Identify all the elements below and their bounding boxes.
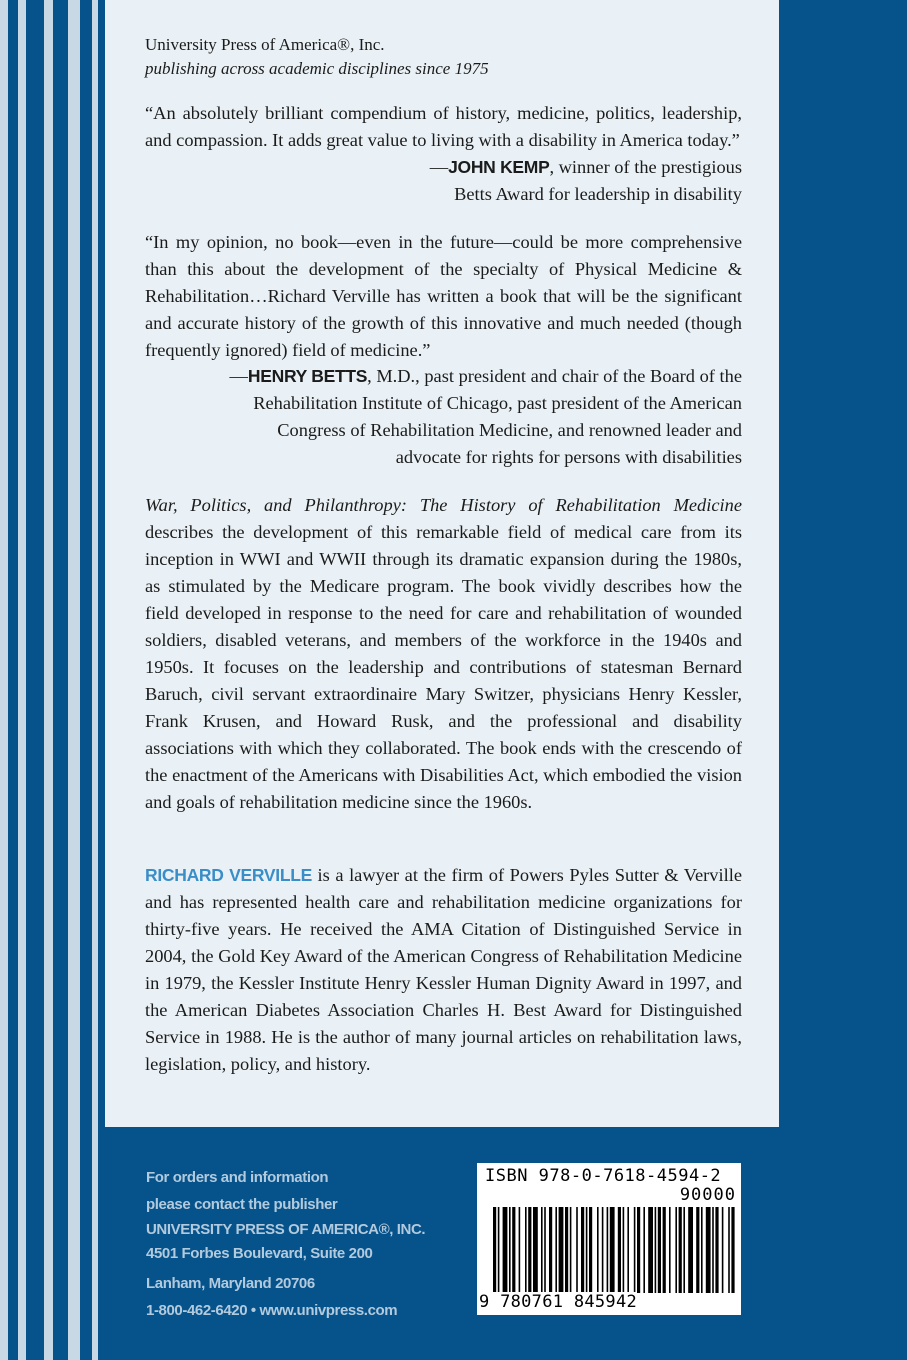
barcode-bar bbox=[602, 1207, 604, 1293]
left-stripe-2 bbox=[18, 0, 26, 1360]
book-description-text: describes the development of this remarkable field of medical care from its inception in WWI and WWII through its dramatic expansion during the 1980s, as stimulated by the Medicare program. The book vividly describes how the field developed in response to the need for care and rehabilitation of wounded soldiers, disabled veterans, and members of the workforce in the 1940s and 1950s. It focuses on the leadership and contributions of statesman Bernard Baruch, civil servant extraordinaire Mary Switzer, physicians Henry Kessler, Frank Krusen, and Howard Rusk, and the professional and disability associations with which they collaborated. The book ends with the crescendo of the enactment of the Americans with Disabilities Act, which embodied the vision and goals of rehabilitation medicine since the 1960s. bbox=[145, 522, 742, 812]
barcode-bar bbox=[658, 1207, 661, 1293]
barcode-bar bbox=[528, 1207, 531, 1293]
barcode-bar bbox=[586, 1207, 588, 1293]
quote-kemp-name: JOHN KEMP bbox=[448, 157, 550, 177]
barcode-bar bbox=[493, 1207, 496, 1293]
barcode-bar bbox=[597, 1207, 599, 1293]
barcode-bar bbox=[610, 1207, 615, 1293]
isbn-barcode bbox=[477, 1163, 741, 1315]
barcode-bar bbox=[581, 1207, 584, 1293]
barcode-bar bbox=[731, 1207, 734, 1293]
left-stripe-3 bbox=[44, 0, 53, 1360]
barcode-bar bbox=[555, 1207, 557, 1293]
contact-line-1: For orders and information bbox=[146, 1169, 329, 1186]
publisher-header bbox=[145, 33, 489, 81]
left-stripe-1 bbox=[0, 0, 8, 1360]
contact-publisher-name: UNIVERSITY PRESS OF AMERICA®, INC. bbox=[146, 1221, 426, 1238]
quote-betts-name: HENRY BETTS bbox=[247, 366, 368, 386]
book-title: War, Politics, and Philanthropy: The History of Rehabilitation Medicine bbox=[145, 495, 742, 515]
barcode-bar bbox=[576, 1207, 578, 1293]
barcode-bar bbox=[712, 1207, 714, 1293]
author-bio-text: is a lawyer at the firm of Powers Pyles Sutter & Verville and has represented health care and rehabilitation medicine organizations for thirty-five years. He received the AMA Citation of Distinguished Service in 2004, the Gold Key Award of the American Congress of Rehabilitation Medicine in 1979, the Kessler Institute Henry Kessler Human Dignity Award in 1997, and the American Diabetes Association Charles H. Best Award for Distinguished Service in 1988. He is the author of many journal articles on rehabilitation laws, legislation, policy, and history. bbox=[145, 865, 742, 1074]
contact-line-2: please contact the publisher bbox=[146, 1196, 338, 1213]
publisher-name: University Press of America®, Inc. bbox=[145, 35, 385, 54]
barcode-bar bbox=[648, 1207, 653, 1293]
price-code: 90000 bbox=[679, 1185, 736, 1205]
barcode-bar bbox=[715, 1207, 718, 1293]
barcode-bar bbox=[533, 1207, 538, 1293]
left-stripe-5 bbox=[92, 0, 98, 1360]
barcode-bar bbox=[701, 1207, 703, 1293]
barcode-bar bbox=[683, 1207, 685, 1293]
barcode-bar bbox=[627, 1207, 629, 1293]
barcode-bar bbox=[634, 1207, 636, 1293]
barcode-bar bbox=[688, 1207, 693, 1293]
barcode-bar bbox=[675, 1207, 677, 1293]
barcode-bar bbox=[541, 1207, 543, 1293]
barcode-bar bbox=[663, 1207, 666, 1293]
publisher-tagline: publishing across academic disciplines since 1975 bbox=[145, 59, 489, 78]
quote-kemp bbox=[145, 100, 742, 154]
barcode-bar bbox=[549, 1207, 552, 1293]
barcode-bar bbox=[706, 1207, 711, 1293]
contact-phone-web: 1-800-462-6420 • www.univpress.com bbox=[146, 1302, 398, 1319]
barcode-bar bbox=[519, 1207, 521, 1293]
barcode-bar bbox=[637, 1207, 640, 1293]
quote-betts-attribution: —HENRY BETTS, M.D., past president and chair of the Board of the Rehabilitation Institute of Chicago, past president of the American Congress of Rehabilitation Medicine, and renowned leader and advocate for rights for persons with disabilities bbox=[229, 366, 742, 467]
book-description bbox=[145, 492, 742, 816]
contact-address: 4501 Forbes Boulevard, Suite 200 bbox=[146, 1245, 373, 1262]
barcode-bar bbox=[696, 1207, 699, 1293]
barcode-bar bbox=[544, 1207, 546, 1293]
barcode-bar bbox=[669, 1207, 671, 1293]
barcode-bar bbox=[618, 1207, 621, 1293]
barcode-bar bbox=[509, 1207, 511, 1293]
quote-betts bbox=[145, 229, 742, 364]
barcode-bar bbox=[559, 1207, 564, 1293]
barcode-bar bbox=[655, 1207, 657, 1293]
back-cover-text-panel bbox=[105, 0, 779, 1127]
barcode-bar bbox=[607, 1207, 609, 1293]
barcode-bar bbox=[722, 1207, 724, 1293]
ean-number: 9 780761 845942 bbox=[479, 1292, 638, 1312]
barcode-bar bbox=[570, 1207, 572, 1293]
barcode-bar bbox=[498, 1207, 500, 1293]
author-bio bbox=[145, 862, 742, 1078]
publisher-contact bbox=[146, 1164, 446, 1324]
barcode-bar bbox=[643, 1207, 645, 1293]
quote-betts-text: “In my opinion, no book—even in the future—could be more comprehensive than this about the development of the specialty of Physical Medicine & Rehabilitation…Richard Verville has written a book that will be the significant and accurate history of the growth of this innovative and much needed (though frequently ignored) field of medicine.” bbox=[145, 232, 742, 360]
barcode-bar bbox=[728, 1207, 730, 1293]
quote-kemp-text: “An absolutely brilliant compendium of history, medicine, politics, leadership, and compassion. It adds great value to living with a disability in America today.” bbox=[145, 103, 742, 150]
quote-kemp-attribution: —JOHN KEMP, winner of the prestigious Betts Award for leadership in disability bbox=[429, 157, 742, 204]
isbn-number: ISBN 978-0-7618-4594-2 bbox=[485, 1166, 722, 1186]
barcode-bar bbox=[589, 1207, 592, 1293]
barcode-bar bbox=[679, 1207, 682, 1293]
barcode-bar bbox=[623, 1207, 625, 1293]
author-name: RICHARD VERVILLE bbox=[145, 865, 312, 885]
barcode-bar bbox=[503, 1207, 508, 1293]
barcode-bar bbox=[565, 1207, 568, 1293]
barcode-bar bbox=[525, 1207, 527, 1293]
barcode-bar bbox=[512, 1207, 515, 1293]
contact-city: Lanham, Maryland 20706 bbox=[146, 1275, 315, 1292]
left-stripe-4 bbox=[68, 0, 80, 1360]
